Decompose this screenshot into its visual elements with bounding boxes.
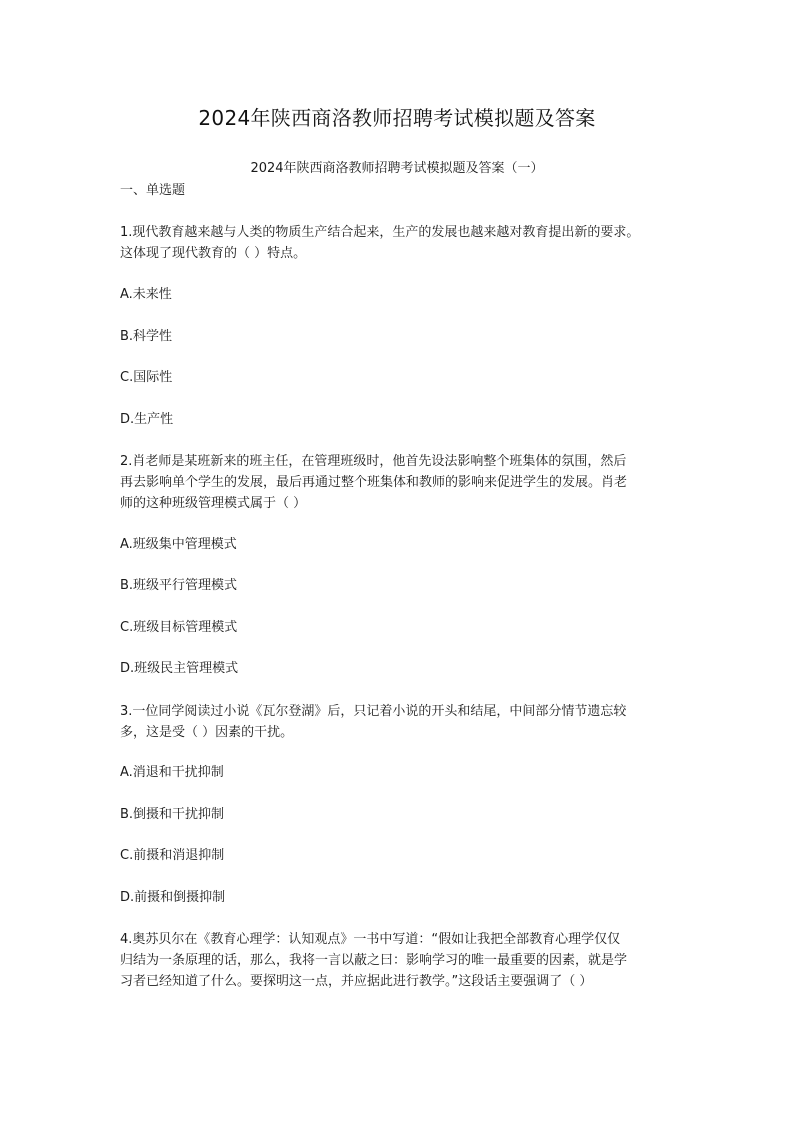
question-2-option-d: D.班级民主管理模式 [120,661,239,676]
section-title: 2024年陕西商洛教师招聘考试模拟题及答案（一） [250,161,544,176]
question-1-option-b: B.科学性 [120,329,173,344]
question-3-option-a: A.消退和干扰抑制 [120,765,224,780]
question-2-stem-line-1: 2.肖老师是某班新来的班主任，在管理班级时，他首先设法影响整个班集体的氛围，然后 [120,454,627,469]
question-3-stem-line-2: 多，这是受（ ）因素的干扰。 [120,725,294,740]
question-1-stem-line-2: 这体现了现代教育的（ ）特点。 [120,246,307,261]
question-3-stem [120,701,680,743]
question-4-stem-line-1: 4.奥苏贝尔在《教育心理学：认知观点》一书中写道：“假如让我把全部教育心理学仅仅 [120,932,621,947]
question-2-stem-line-2: 再去影响单个学生的发展，最后再通过整个班集体和教师的影响来促进学生的发展。肖老 [120,475,628,490]
section-header-single-choice: 一、单选题 [120,183,186,198]
question-3-option-b: B.倒摄和干扰抑制 [120,807,225,822]
question-4-stem-line-3: 习者已经知道了什么。要探明这一点，并应据此进行教学。”这段话主要强调了（ ） [120,974,593,989]
question-2-stem [120,451,680,514]
question-1-option-c: C.国际性 [120,370,173,385]
question-2-stem-line-3: 师的这种班级管理模式属于（ ） [120,496,307,511]
question-4-stem [120,929,680,992]
question-1-stem [120,222,680,264]
question-3-option-d: D.前摄和倒摄抑制 [120,890,226,905]
question-2-option-b: B.班级平行管理模式 [120,578,238,593]
question-3-option-c: C.前摄和消退抑制 [120,848,225,863]
document-title: 2024年陕西商洛教师招聘考试模拟题及答案 [198,106,596,130]
question-3-stem-line-1: 3.一位同学阅读过小说《瓦尔登湖》后，只记着小说的开头和结尾，中间部分情节遗忘较 [120,704,627,719]
question-1-option-a: A.未来性 [120,287,172,302]
question-1-option-d: D.生产性 [120,412,174,427]
question-4-stem-line-2: 归结为一条原理的话，那么，我将一言以蔽之曰：影响学习的唯一最重要的因素，就是学 [120,953,628,968]
question-2-option-a: A.班级集中管理模式 [120,537,237,552]
question-2-option-c: C.班级目标管理模式 [120,620,238,635]
question-1-stem-line-1: 1.现代教育越来越与人类的物质生产结合起来，生产的发展也越来越对教育提出新的要求。 [120,225,640,240]
